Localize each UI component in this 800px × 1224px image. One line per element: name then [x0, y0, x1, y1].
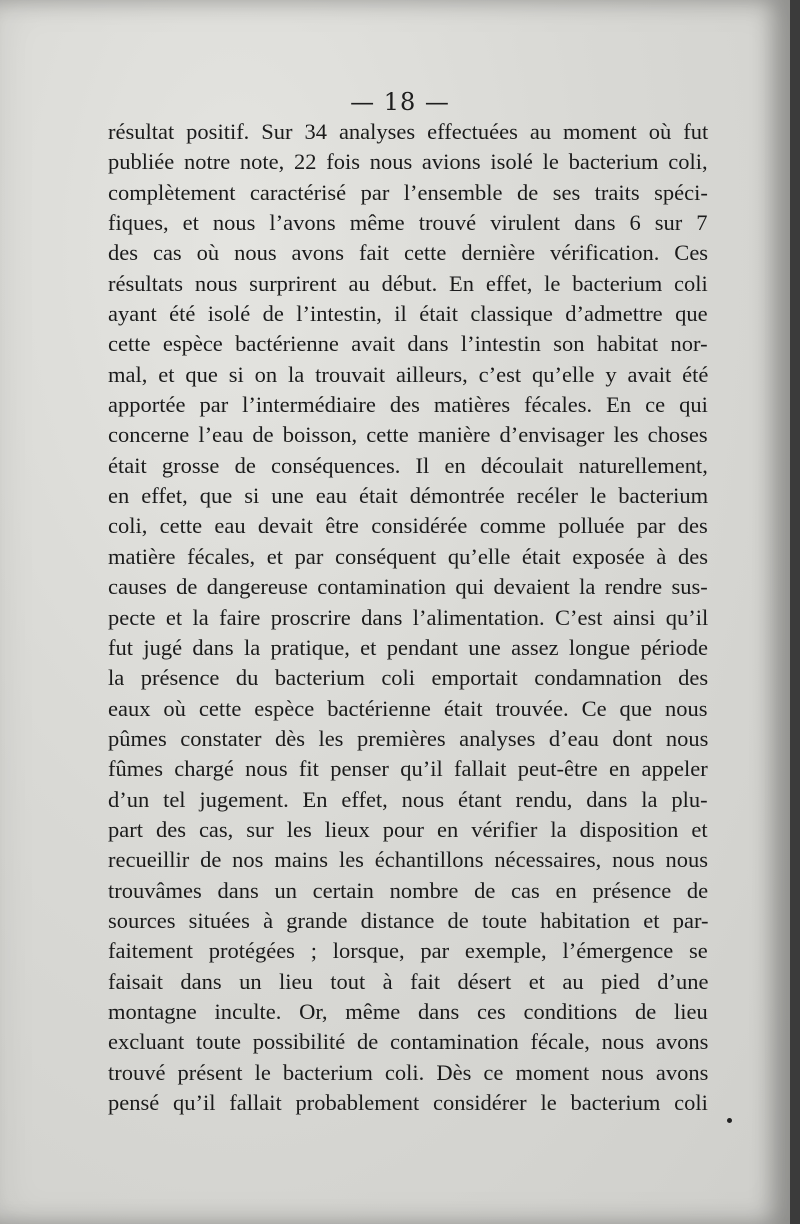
text-line: excluant toute possibilité de contamination fécale, nous avons	[108, 1029, 709, 1055]
text-line: concerne l’eau de boisson, cette manière d’envisager les choses	[108, 422, 708, 448]
text-line: apportée par l’intermédiaire des matières fécales. En ce qui	[108, 392, 708, 418]
text-line: sources situées à grande distance de toute habitation et par-	[108, 907, 709, 933]
text-line: montagne inculte. Or, même dans ces conditions de lieu	[108, 998, 708, 1024]
text-line: ayant été isolé de l’intestin, il était classique d’admettre que	[108, 301, 708, 327]
text-line: fiques, et nous l’avons même trouvé virulent dans 6 sur 7	[108, 210, 708, 236]
text-line: faitement protégées ; lorsque, par exemple, l’émergence se	[108, 938, 708, 964]
text-line: part des cas, sur les lieux pour en vérifier la disposition et	[108, 816, 708, 842]
text-line: mal, et que si on la trouvait ailleurs, c’est qu’elle y avait été	[108, 361, 709, 387]
text-line: faisait dans un lieu tout à fait désert et au pied d’une	[108, 968, 709, 994]
text-line: en effet, que si une eau était démontrée recéler le bacterium	[108, 483, 709, 509]
ink-speck	[727, 1118, 732, 1123]
text-line: pensé qu’il fallait probablement considérer le bacterium coli	[108, 1090, 708, 1115]
text-line: résultats nous surprirent au début. En effet, le bacterium coli	[108, 270, 708, 296]
text-line: matière fécales, et par conséquent qu’elle était exposée à des	[108, 543, 708, 569]
text-line: recueillir de nos mains les échantillons nécessaires, nous nous	[108, 847, 708, 873]
text-line: pûmes constater dès les premières analyses d’eau dont nous	[108, 725, 709, 751]
text-line: était grosse de conséquences. Il en découlait naturellement,	[108, 452, 708, 478]
text-line: fut jugé dans la pratique, et pendant une assez longue période	[108, 634, 708, 660]
text-line: des cas où nous avons fait cette dernière vérification. Ces	[108, 240, 709, 266]
text-line: pecte et la faire proscrire dans l’alimentation. C’est ainsi qu’il	[108, 604, 709, 630]
text-line: d’un tel jugement. En effet, nous étant rendu, dans la plu-	[108, 786, 708, 812]
text-line: trouvé présent le bacterium coli. Dès ce moment nous avons	[108, 1059, 709, 1085]
text-line: complètement caractérisé par l’ensemble de ses traits spéci-	[108, 179, 708, 205]
text-line: eaux où cette espèce bactérienne était trouvée. Ce que nous	[108, 695, 708, 721]
text-line: résultat positif. Sur 34 analyses effectuées au moment où fut	[108, 119, 709, 144]
text-line: causes de dangereuse contamination qui devaient la rendre sus-	[108, 574, 708, 600]
text-line: coli, cette eau devait être considérée comme polluée par des	[108, 513, 708, 539]
text-line: publiée notre note, 22 fois nous avions isolé le bacterium coli,	[108, 149, 708, 175]
page-number: — 18 —	[350, 88, 450, 116]
text-line: trouvâmes dans un certain nombre de cas en présence de	[108, 877, 709, 903]
body-text	[108, 117, 708, 1118]
text-line: cette espèce bactérienne avait dans l’intestin son habitat nor-	[108, 331, 708, 357]
text-line: fûmes chargé nous fit penser qu’il fallait peut-être en appeler	[108, 756, 708, 782]
text-line: la présence du bacterium coli emportait condamnation des	[108, 665, 709, 691]
